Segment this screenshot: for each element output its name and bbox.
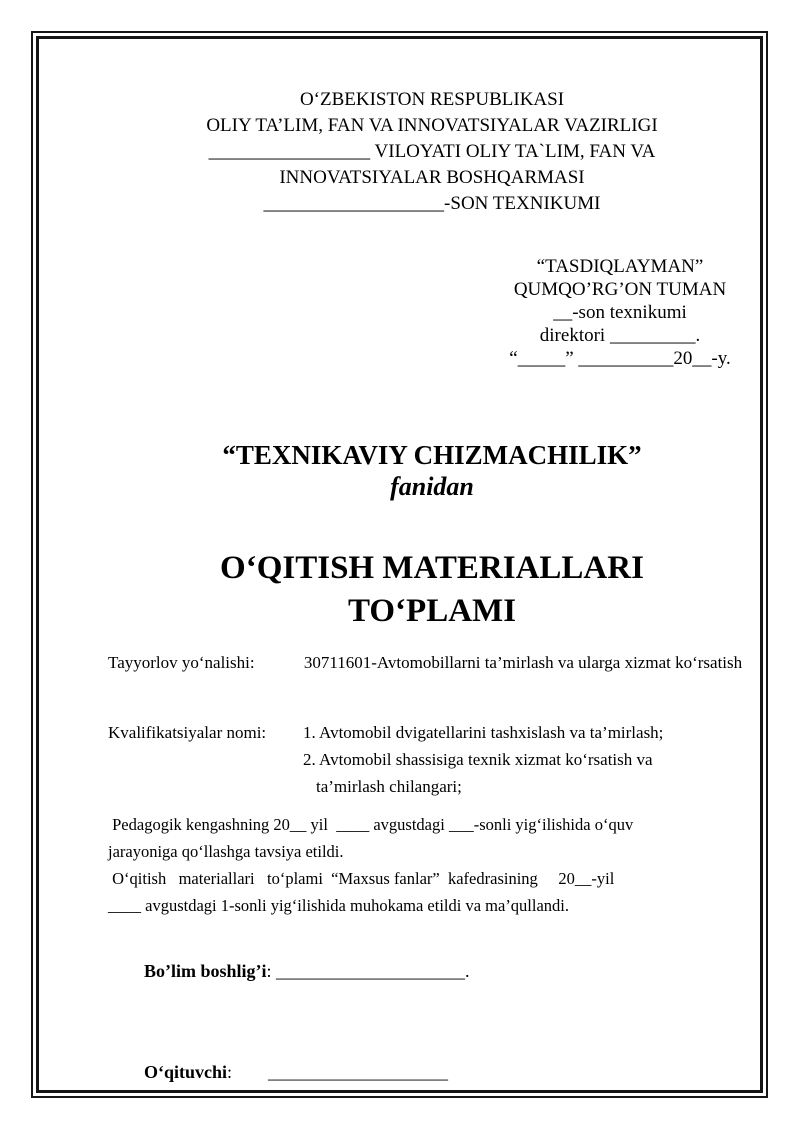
- approval-line-district: QUMQO’RG’ON TUMAN: [513, 279, 727, 300]
- subject-subtitle: fanidan: [390, 472, 474, 501]
- head-signature-line: : _____________________.: [266, 961, 470, 981]
- document-page: [39, 39, 760, 1090]
- page-border: [31, 31, 768, 1098]
- approval-line-date: “_____” __________20__-y.: [509, 348, 731, 369]
- head-signature-label: Bo’lim boshlig’i: [144, 961, 267, 981]
- header-line-region: _________________ VILOYATI OLIY TA`LIM, FAN VA: [208, 141, 656, 162]
- qualification-item-1: 1. Avtomobil dvigatellarini tashxislash va ta’mirlash;: [303, 723, 664, 742]
- teacher-signature-label: O‘qituvchi: [144, 1062, 228, 1082]
- approval-block: [484, 255, 756, 370]
- direction-value: 30711601-Avtomobillarni ta’mirlash va ularga xizmat ko‘rsatish: [303, 653, 743, 672]
- head-signature-row: [108, 929, 756, 1013]
- note-line-1: Pedagogik kengashning 20__ yil ____ avgustdagi ___-sonli yig‘ilishida o‘quv: [108, 815, 634, 834]
- main-title-line2: TO‘PLAMI: [347, 593, 517, 629]
- qualifications-list: [303, 719, 663, 800]
- header-line-ministry: OLIY TA’LIM, FAN VA INNOVATSIYALAR VAZIRLIGI: [206, 115, 658, 136]
- main-title: [108, 547, 756, 633]
- subject-title: “TEXNIKAVIY CHIZMACHILIK”: [222, 440, 642, 470]
- approval-notes: [108, 811, 756, 919]
- qualification-item-2-continuation: ta’mirlash chilangari;: [316, 777, 462, 796]
- header-line-republic: O‘ZBEKISTON RESPUBLIKASI: [299, 89, 565, 110]
- header-line-technikum: ___________________-SON TEXNIKUMI: [263, 193, 601, 214]
- qualifications-label: Kvalifikatsiyalar nomi:: [108, 723, 267, 742]
- subject-block: [108, 439, 756, 501]
- approval-line-tasdiqlayman: “TASDIQLAYMAN”: [536, 256, 704, 277]
- direction-row: [108, 649, 756, 676]
- ministry-header: [108, 87, 756, 217]
- qualifications-row: [108, 719, 756, 800]
- teacher-signature-row: [108, 1030, 756, 1114]
- approval-line-director: direktori _________.: [539, 325, 701, 346]
- main-title-line1: O‘QITISH MATERIALLARI: [220, 550, 644, 586]
- header-line-department: INNOVATSIYALAR BOSHQARMASI: [279, 167, 585, 188]
- note-line-4: ____ avgustdagi 1-sonli yig‘ilishida muhokama etildi va ma’qullandi.: [108, 896, 570, 915]
- qualification-item-2: 2. Avtomobil shassisiga texnik xizmat ko‘rsatish va: [303, 750, 653, 769]
- note-line-3: O‘qitish materiallari to‘plami “Maxsus fanlar” kafedrasining 20__-yil: [108, 869, 615, 888]
- approval-line-technikum: __-son texnikumi: [553, 302, 687, 323]
- teacher-signature-line: : ____________________: [227, 1062, 449, 1082]
- page-inner-border: [36, 36, 763, 1093]
- note-line-2: jarayoniga qo‘llashga tavsiya etildi.: [108, 842, 344, 861]
- direction-label: Tayyorlov yo‘nalishi:: [108, 653, 255, 672]
